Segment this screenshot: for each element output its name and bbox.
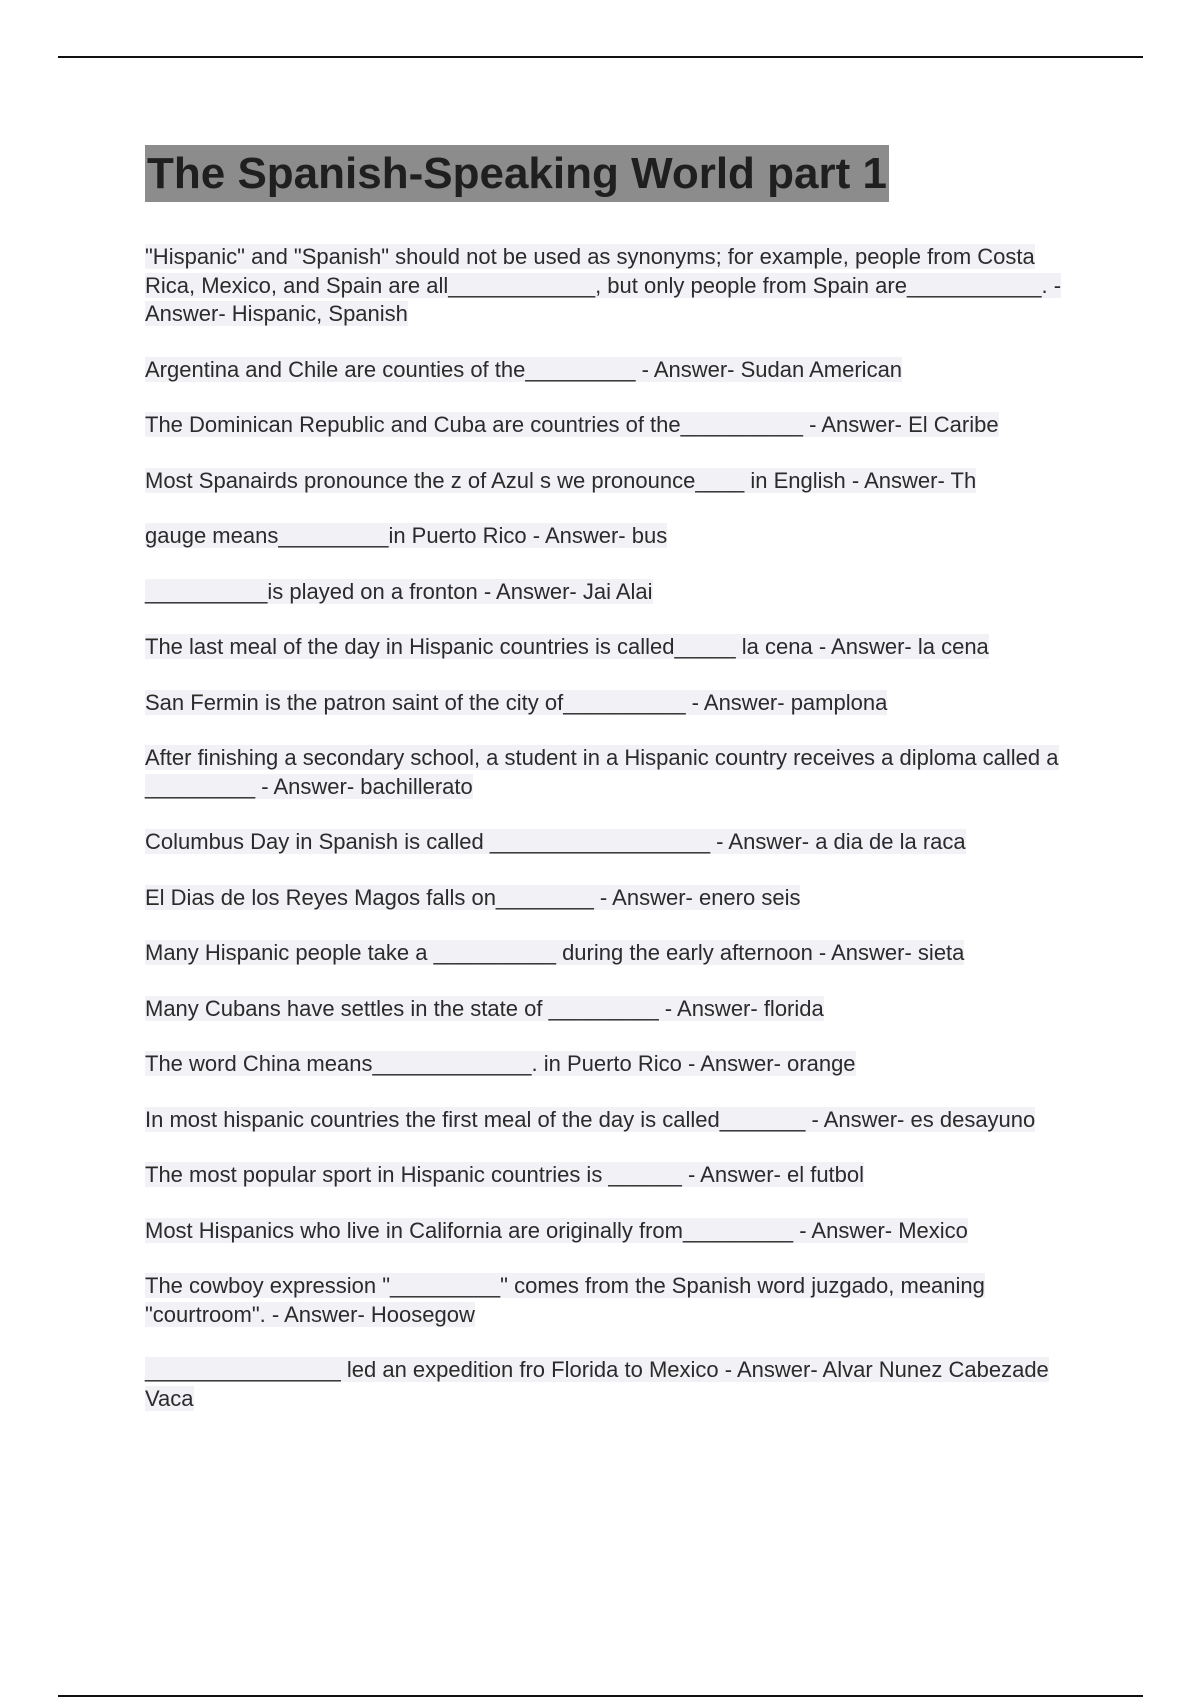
qa-text: Columbus Day in Spanish is called __________________ - Answer- a dia de la raca [145, 829, 966, 854]
qa-item [145, 884, 1065, 913]
qa-item [145, 1272, 1065, 1329]
qa-item [145, 467, 1065, 496]
qa-item [145, 1050, 1065, 1079]
qa-item [145, 243, 1065, 329]
page-title: The Spanish-Speaking World part 1 [145, 145, 889, 202]
qa-text: Argentina and Chile are counties of the_________ - Answer- Sudan American [145, 356, 903, 382]
qa-item [145, 689, 1065, 718]
qa-text: __________is played on a fronton - Answer- Jai Alai [145, 578, 653, 604]
qa-text: After finishing a secondary school, a student in a Hispanic country receives a diploma called a _________ - Answer- bachillerato [145, 745, 1059, 799]
qa-item [145, 939, 1065, 968]
qa-text: San Fermin is the patron saint of the city of__________ - Answer- pamplona [145, 689, 888, 715]
qa-item [145, 1356, 1065, 1413]
qa-text: The most popular sport in Hispanic countries is ______ - Answer- el futbol [145, 1162, 865, 1187]
qa-item [145, 744, 1065, 801]
qa-text: The Dominican Republic and Cuba are countries of the__________ - Answer- El Caribe [145, 412, 999, 437]
qa-item [145, 1106, 1065, 1135]
qa-item [145, 1161, 1065, 1190]
title-block [145, 145, 889, 202]
qa-item [145, 633, 1065, 662]
qa-item [145, 1217, 1065, 1246]
qa-text: El Dias de los Reyes Magos falls on________ - Answer- enero seis [145, 884, 801, 910]
qa-text: The last meal of the day in Hispanic countries is called_____ la cena - Answer- la cena [145, 634, 989, 659]
qa-text: Most Hispanics who live in California are originally from_________ - Answer- Mexico [145, 1217, 968, 1243]
qa-text: Many Cubans have settles in the state of _________ - Answer- florida [145, 995, 824, 1021]
qa-list [145, 243, 1065, 1440]
qa-text: In most hispanic countries the first meal of the day is called_______ - Answer- es desayuno [145, 1106, 1036, 1132]
qa-text: gauge means_________in Puerto Rico - Answer- bus [145, 523, 668, 548]
qa-text: "Hispanic" and "Spanish" should not be used as synonyms; for example, people from Costa Rica, Mexico, and Spain are all____________, but only people from Spain are___________. - Answer- Hispanic, Spanish [145, 244, 1062, 326]
qa-item [145, 828, 1065, 857]
top-divider [58, 56, 1143, 58]
qa-text: The word China means_____________. in Puerto Rico - Answer- orange [145, 1051, 856, 1076]
qa-text: The cowboy expression "_________" comes from the Spanish word juzgado, meaning "courtroom". - Answer- Hoosegow [145, 1273, 985, 1327]
bottom-divider [58, 1695, 1143, 1697]
qa-text: Most Spanairds pronounce the z of Azul s we pronounce____ in English - Answer- Th [145, 467, 977, 493]
qa-item [145, 578, 1065, 607]
qa-item [145, 995, 1065, 1024]
qa-item [145, 411, 1065, 440]
qa-text: Many Hispanic people take a __________ during the early afternoon - Answer- sieta [145, 940, 965, 965]
qa-text: ________________ led an expedition fro Florida to Mexico - Answer- Alvar Nunez Cabezade Vaca [145, 1357, 1049, 1411]
qa-item [145, 522, 1065, 551]
qa-item [145, 356, 1065, 385]
